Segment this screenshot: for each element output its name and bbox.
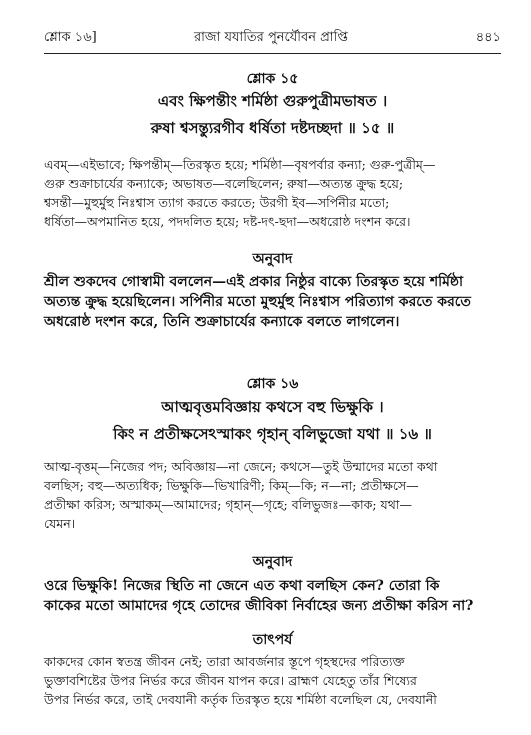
synonyms-line: যেমন। xyxy=(44,516,76,531)
synonyms-16 xyxy=(44,457,501,533)
header-rule xyxy=(44,53,501,54)
synonyms-line: ধর্ষিতা—অপমানিত হয়ে, পদদলিত হয়ে; দষ্ট-দৎ-ছদা—অধরোষ্ঠ দংশন করে। xyxy=(44,214,411,229)
verse-15-line-2: রুষা শ্বসন্ত্যুরগীব ধর্ষিতা দষ্টদচ্ছদা ॥ ১৫ ॥ xyxy=(150,119,395,137)
verse-16-line-2: কিং ন প্রতীক্ষসেঽস্মাকং গৃহান্ বলিভুজো যথা ॥ ১৬ ॥ xyxy=(113,425,432,443)
translation-16 xyxy=(44,576,501,616)
synonyms-15 xyxy=(44,155,501,231)
synonyms-line: এবম্—এইভাবে; ক্ষিপন্তীম্—তিরস্কৃত হয়ে; শর্মিষ্ঠা—বৃষপর্বার কন্যা; গুরু-পুত্রীম্— xyxy=(44,157,436,172)
page-number: ৪৪১ xyxy=(475,30,501,45)
verse-16-line-1: আত্মবৃত্তমবিজ্ঞায় কথসে বহু ভিক্ষুকি । xyxy=(161,398,384,416)
page-header xyxy=(44,28,501,50)
purport-16-heading: তাৎপর্য xyxy=(252,632,293,648)
verse-15-title: শ্লোক ১৫ xyxy=(246,71,299,87)
synonyms-line: বলছিস; বহু—অত্যধিক; ভিক্ষুকি—ভিখারিণী; কিম্—কি; ন—না; প্রতীক্ষসে— xyxy=(44,478,419,493)
purport-line: কাকদের কোন স্বতন্ত্র জীবন নেই; তারা আবর্জনার স্তূপে গৃহস্থদের পরিত্যক্ত xyxy=(44,654,405,669)
translation-line: ওরে ভিক্ষুকি! নিজের স্থিতি না জেনে এত কথা বলছিস কেন? তোরা কি xyxy=(44,578,440,594)
translation-15 xyxy=(44,272,501,332)
verse-16-title: শ্লোক ১৬ xyxy=(246,376,299,392)
header-verse-ref: শ্লোক ১৬] xyxy=(44,30,97,45)
translation-line: শ্রীল শুকদেব গোস্বামী বললেন—এই প্রকার নিষ্ঠুর বাক্যে তিরস্কৃত হয়ে শর্মিষ্ঠা xyxy=(44,274,464,290)
purport-line: ভুক্তাবশিষ্টের উপর নির্ভর করে জীবন যাপন করে। ব্রাহ্মণ যেহেতু তাঁর শিষ্যের xyxy=(44,673,417,688)
translation-15-heading: অনুবাদ xyxy=(252,251,293,267)
synonyms-line: শ্বসন্তী—মুহুর্মুহু নিঃশ্বাস ত্যাগ করতে করতে; উরগী ইব—সর্পিনীর মতো; xyxy=(44,195,390,210)
translation-line: কাকের মতো আমাদের গৃহে তোদের জীবিকা নির্বাহের জন্য প্রতীক্ষা করিস না? xyxy=(44,598,474,614)
purport-line: উপর নির্ভর করে, তাই দেবযানী কর্তৃক তিরস্কৃত হয়ে শর্মিষ্ঠা বলেছিল যে, দেবযানী xyxy=(44,692,437,707)
verse-15-line-1: এবং ক্ষিপন্তীং শর্মিষ্ঠা গুরুপুত্রীমভাষত । xyxy=(157,92,388,110)
synonyms-line: প্রতীক্ষা করিস; অস্মাকম্—আমাদের; গৃহান্—গৃহে; বলিভুজঃ—কাক; যথা— xyxy=(44,497,412,512)
translation-line: অত্যন্ত ক্রুদ্ধ হয়েছিলেন। সর্পিনীর মতো মুহুর্মুহু নিঃশ্বাস পরিত্যাগ করতে করতে xyxy=(44,294,471,310)
translation-line: অধরোষ্ঠ দংশন করে, তিনি শুক্রাচার্যের কন্যাকে বলতে লাগলেন। xyxy=(44,314,400,330)
synonyms-line: গুরু শুক্রাচার্যের কন্যাকে; অভাষত—বলেছিলেন; রুষা—অত্যন্ত ক্রুদ্ধ হয়ে; xyxy=(44,176,404,191)
purport-16 xyxy=(44,652,501,709)
translation-16-heading: অনুবাদ xyxy=(252,554,293,570)
synonyms-line: আত্ম-বৃত্তম্—নিজের পদ; অবিজ্ঞায়—না জেনে; কথসে—তুই উন্মাদের মতো কথা xyxy=(44,459,438,474)
header-chapter-title: রাজা যযাতির পুনর্যৌবন প্রাপ্তি xyxy=(194,30,348,45)
